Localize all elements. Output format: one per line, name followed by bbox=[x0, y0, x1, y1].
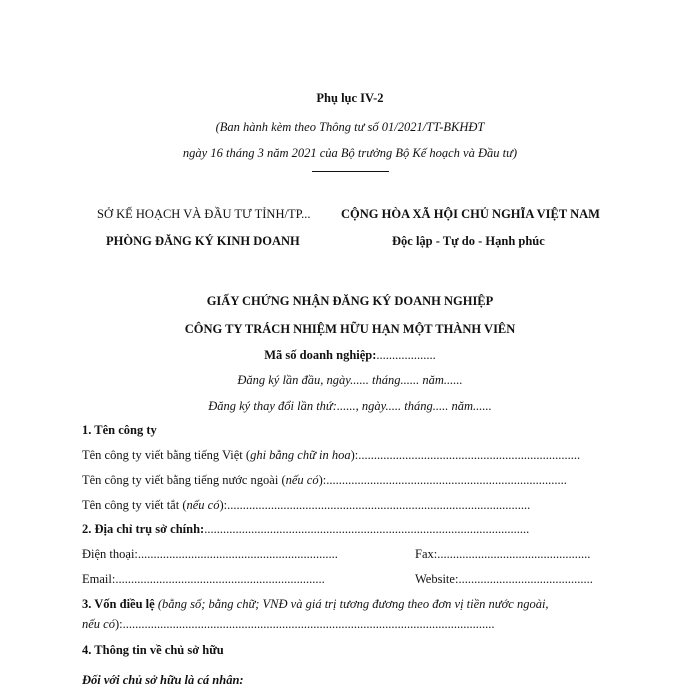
email-field: ................................................................... bbox=[115, 572, 325, 586]
change-registration: Đăng ký thay đổi lần thứ:......, ngày..... tháng..... năm...... bbox=[208, 399, 492, 413]
enterprise-code-field: ................... bbox=[376, 348, 436, 362]
appendix-title: Phụ lục IV-2 bbox=[316, 91, 384, 105]
charter-capital-colon: ): bbox=[114, 617, 123, 631]
fax-field: ................................................. bbox=[437, 547, 591, 561]
agency-name: SỞ KẾ HOẠCH VÀ ĐẦU TƯ TỈNH/TP... bbox=[97, 207, 311, 221]
national-title: CỘNG HÒA XÃ HỘI CHỦ NGHĨA VIỆT NAM bbox=[341, 207, 600, 221]
vietnamese-name-hint: ghi bằng chữ in hoa bbox=[250, 448, 351, 462]
charter-capital-field: ....................................................................................................................... bbox=[122, 617, 495, 631]
foreign-name-label: Tên công ty viết bằng tiếng nước ngoài ( bbox=[82, 473, 286, 487]
phone-label: Điện thoại: bbox=[82, 547, 138, 561]
individual-owner-heading: Đối với chủ sở hữu là cá nhân: bbox=[82, 673, 244, 687]
appendix-note-line2: ngày 16 tháng 3 năm 2021 của Bộ trưởng Bộ Kế hoạch và Đầu tư) bbox=[182, 146, 518, 160]
fax-line bbox=[415, 546, 590, 562]
charter-capital-hint: (bằng số; bằng chữ; VNĐ và giá trị tương đương theo đơn vị tiền nước ngoài, bbox=[154, 597, 549, 611]
vietnamese-name-label: Tên công ty viết bằng tiếng Việt ( bbox=[82, 448, 251, 462]
foreign-name-line bbox=[82, 472, 567, 488]
section-2-heading: 2. Địa chỉ trụ sở chính: bbox=[82, 522, 205, 536]
first-registration: Đăng ký lần đầu, ngày...... tháng...... năm...... bbox=[237, 373, 463, 387]
national-motto: Độc lập - Tự do - Hạnh phúc bbox=[392, 234, 545, 248]
appendix-divider bbox=[312, 171, 389, 172]
charter-capital-line bbox=[82, 596, 549, 612]
head-office-line bbox=[82, 521, 529, 537]
abbreviated-name-label: Tên công ty viết tắt ( bbox=[82, 498, 187, 512]
foreign-name-hint: nếu có bbox=[285, 473, 319, 487]
vietnamese-name-line bbox=[82, 447, 580, 463]
abbreviated-name-field: ................................................................................................. bbox=[227, 498, 531, 512]
phone-field: ................................................................ bbox=[137, 547, 338, 561]
abbreviated-name-line bbox=[82, 497, 530, 513]
phone-line bbox=[82, 546, 338, 562]
website-label: Website: bbox=[415, 572, 459, 586]
vietnamese-name-field: ....................................................................... bbox=[358, 448, 581, 462]
office-name: PHÒNG ĐĂNG KÝ KINH DOANH bbox=[106, 234, 300, 248]
website-field: ........................................... bbox=[458, 572, 593, 586]
email-label: Email: bbox=[82, 572, 116, 586]
enterprise-code-line bbox=[0, 347, 700, 363]
appendix-note-line1: (Ban hành kèm theo Thông tư số 01/2021/TT-BKHĐT bbox=[215, 120, 485, 134]
foreign-name-colon: ): bbox=[318, 473, 327, 487]
abbreviated-name-colon: ): bbox=[219, 498, 228, 512]
section-4-heading: 4. Thông tin về chủ sở hữu bbox=[82, 643, 224, 657]
charter-capital-line2 bbox=[82, 616, 495, 632]
section-3-heading: 3. Vốn điều lệ bbox=[82, 597, 155, 611]
company-type-title: CÔNG TY TRÁCH NHIỆM HỮU HẠN MỘT THÀNH VIÊN bbox=[184, 322, 516, 336]
fax-label: Fax: bbox=[415, 547, 438, 561]
enterprise-code-label: Mã số doanh nghiệp: bbox=[264, 348, 377, 362]
head-office-field: ........................................................................................................ bbox=[204, 522, 530, 536]
abbreviated-name-hint: nếu có bbox=[186, 498, 220, 512]
website-line bbox=[415, 571, 593, 587]
section-1-heading: 1. Tên công ty bbox=[82, 423, 157, 437]
email-line bbox=[82, 571, 325, 587]
certificate-title: GIẤY CHỨNG NHẬN ĐĂNG KÝ DOANH NGHIỆP bbox=[206, 294, 494, 308]
charter-capital-hint-end: nếu có bbox=[82, 617, 115, 631]
vietnamese-name-colon: ): bbox=[350, 448, 359, 462]
foreign-name-field: ............................................................................. bbox=[326, 473, 567, 487]
